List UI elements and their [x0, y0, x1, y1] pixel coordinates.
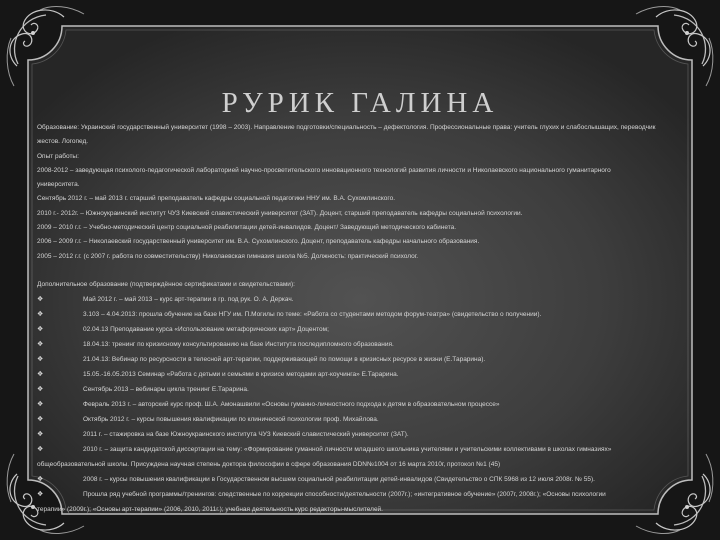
bullet-item-text: 2008 г. – курсы повышения квалификации в Государственном высшем социальной реабилитации детей-инвалидов (Свидетельство о СПК 5968 из 12 июля 2008г. № 55).: [83, 475, 595, 483]
bullet-item-text: Февраль 2013 г. – авторский курс проф. Ш.А. Амонашвили «Основы гуманно-личностного подхода к детям в образовательном процессе»: [83, 400, 500, 408]
bullet-item: [37, 352, 687, 367]
bullet-item: [37, 367, 687, 382]
bullet-ornament-icon: ❖: [37, 294, 44, 303]
bullet-item: [37, 337, 687, 352]
profile-body: [37, 121, 687, 517]
profile-text-line: жестов. Логопед.: [37, 138, 89, 146]
profile-text-line: Сентябрь 2012 г. – май 2013 г. старший преподаватель кафедры социальной педагогики ННУ им. В.А. Сухомлинского.: [37, 195, 396, 203]
slide-title: РУРИК ГАЛИНА: [221, 87, 499, 119]
profile-text-line: Образование: Украинский государственный университет (1998 – 2003). Направление подготовки/специальность – дефектология. Профессиональные права: учитель глухих и слабослышащих, переводчик: [37, 124, 656, 131]
bullet-item-text: 18.04.13: тренинг по кризисному консультированию на базе Института последипломного образования.: [83, 340, 394, 348]
bullet-item-continuation: общеобразовательной школы. Присуждена научная степень доктора философии в сфере образования DDN№1004 от 16 марта 2010г, протокол №1 (45): [37, 460, 501, 468]
bullet-ornament-icon: ❖: [37, 354, 44, 363]
bullet-item-text: Май 2012 г. – май 2013 – курс арт-терапии в гр. под рук. О. А. Деркач.: [83, 295, 294, 303]
additional-education-heading: Дополнительное образование (подтверждённое сертификатами и свидетельствами):: [37, 280, 295, 288]
bullet-item: [37, 412, 687, 427]
bullet-ornament-icon: ❖: [37, 384, 44, 393]
profile-text-line: Опыт работы:: [37, 152, 79, 160]
bullet-item-text: 3.103 – 4.04.2013: прошла обучение на базе НГУ им. П.Могилы по теме: «Работа со студентами методом форум-театра» (свидетельство о получении).: [83, 310, 542, 318]
profile-text-line: 2009 – 2010 г.г. – Учебно-методический центр социальной реабилитации детей-инвалидов. Доцент/ Заведующий методического кабинета.: [37, 224, 457, 232]
bullet-item: [37, 442, 687, 457]
bullet-item: [37, 382, 687, 397]
bullet-ornament-icon: ❖: [37, 369, 44, 378]
spacer: [37, 264, 687, 278]
bullet-ornament-icon: ❖: [37, 324, 44, 333]
bullet-item: [37, 427, 687, 442]
bullet-ornament-icon: ❖: [37, 399, 44, 408]
bullet-item: [37, 292, 687, 307]
bullet-item-text: Прошла ряд учебной программы/тренингов: следственные по коррекции способности/деятельности (2007г.); «интегративное обучение» (2007г, 2008г.); «Основы психологии: [83, 490, 606, 498]
bullet-item-continuation: терапии» (2009г.); «Основы арт-терапии» (2006, 2010, 2011г.); учебная деятельность курс редакторы-мыслителей.: [37, 505, 383, 513]
bullet-ornament-icon: ❖: [37, 429, 44, 438]
bullet-item: [37, 397, 687, 412]
bullet-item-text: Октябрь 2012 г. – курсы повышения квалификации по клинической психологии проф. Михайлова.: [83, 415, 379, 423]
profile-text-line: университета.: [37, 181, 80, 189]
bullet-item-text: 15.05.-16.05.2013 Семинар «Работа с детьми и семьями в кризисе методами арт-коучинга» Е.Тарарина.: [83, 370, 399, 378]
bullet-item: [37, 307, 687, 322]
bullet-item-text: 2011 г. – стажировка на базе Южноукраинского института ЧУЗ Киевский славистический университет (ЗАТ).: [83, 430, 409, 438]
bullet-ornament-icon: ❖: [37, 339, 44, 348]
work-experience-block: [37, 121, 687, 264]
bullet-item-text: 21.04.13: Вебинар по ресурсности в телесной арт-терапии, поддерживающей по помощи в кризисных ресурсе в жизни (Е.Тарарина).: [83, 355, 486, 363]
bullet-ornament-icon: ❖: [37, 444, 44, 453]
bullet-ornament-icon: ❖: [37, 414, 44, 423]
bullet-item-text: Сентябрь 2013 – вебинары цикла тренинг Е.Тарарина.: [83, 385, 249, 393]
bullet-item-text: 2010 г. – защита кандидатской диссертации на тему: «Формирование гуманной личности младшего школьника учителями и учительскими коллективами в школах гимназиях»: [83, 445, 612, 453]
additional-education-list: [37, 292, 687, 517]
bullet-item: [37, 322, 687, 337]
profile-text-line: 2010 г.- 2012г. – Южноукраинский институт ЧУЗ Киевский славистический университет (ЗАТ). Доцент, старший преподаватель кафедры социальной психологии.: [37, 209, 523, 217]
profile-text-line: 2006 – 2009 г.г. – Николаевский государственный университет им. В.А. Сухомлинского. Доцент, преподаватель кафедры начального образования.: [37, 238, 480, 246]
bullet-item: [37, 487, 687, 502]
bullet-item: [37, 472, 687, 487]
bullet-item-text: 02.04.13 Преподавание курса «Использование метафорических карт» Доцентом;: [83, 325, 329, 333]
bullet-ornament-icon: ❖: [37, 489, 44, 498]
bullet-ornament-icon: ❖: [37, 474, 44, 483]
profile-text-line: 2005 – 2012 г.г. (с 2007 г. работа по совместительству) Николаевская гимназия школа №5. Должность: практический психолог.: [37, 252, 419, 260]
bullet-ornament-icon: ❖: [37, 309, 44, 318]
profile-text-line: 2008-2012 – заведующая психолого-педагогической лабораторией научно-просветительского инновационного технологий развития личности и Николаевского национального гуманитарного: [37, 166, 611, 174]
